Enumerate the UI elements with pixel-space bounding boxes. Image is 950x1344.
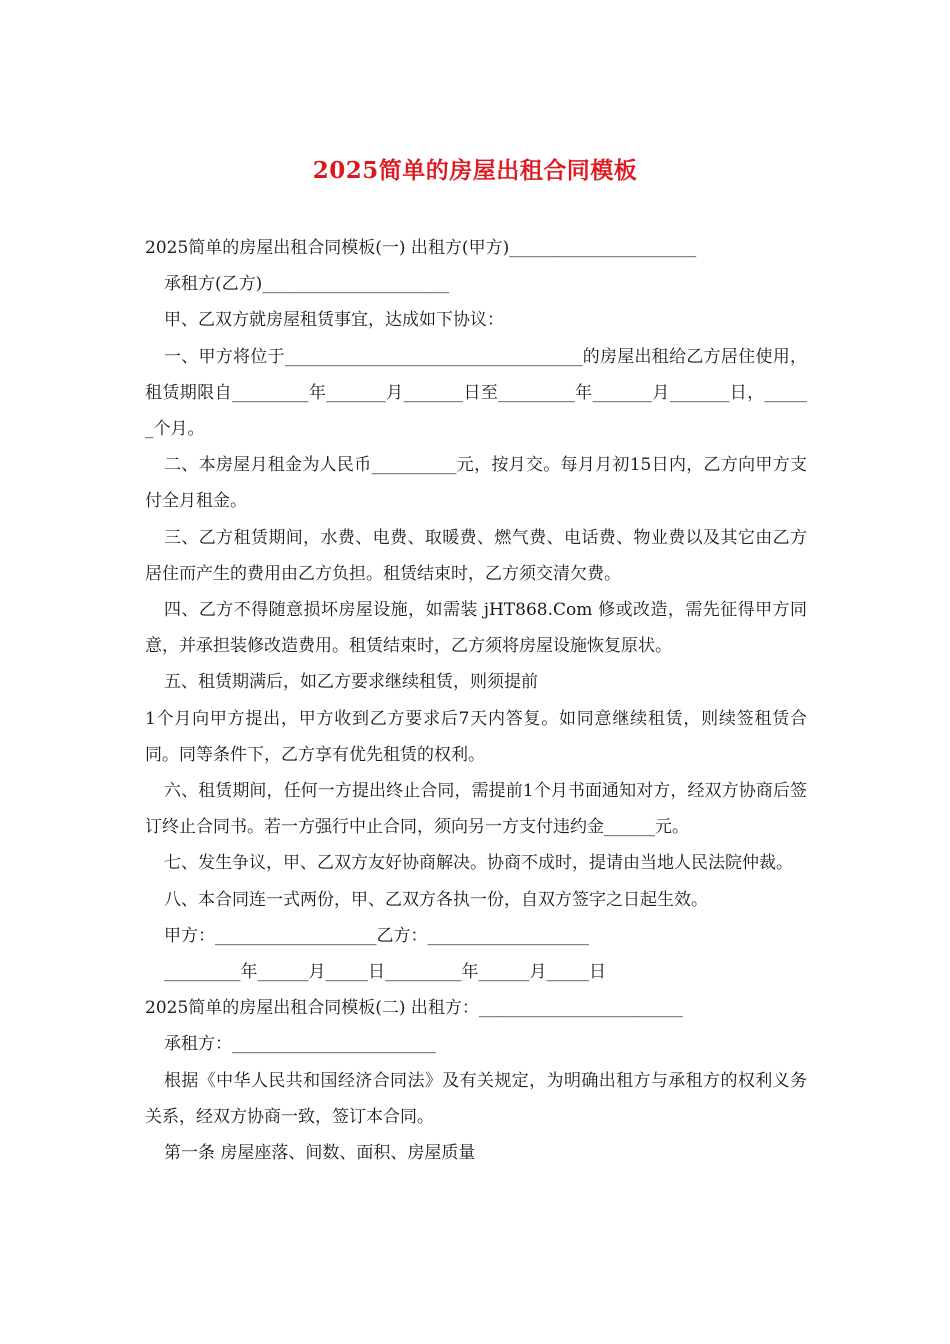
- paragraph: 1个月向甲方提出，甲方收到乙方要求后7天内答复。如同意继续租赁，则续签租赁合同。同等条件下，乙方享有优先租赁的权利。: [145, 708, 807, 765]
- paragraph: 根据《中华人民共和国经济合同法》及有关规定，为明确出租方与承租方的权利义务关系，经双方协商一致，签订本合同。: [145, 1070, 807, 1127]
- paragraph: 第一条 房屋座落、间数、面积、房屋质量: [164, 1143, 476, 1164]
- paragraph: 甲方：___________________乙方：___________________: [164, 925, 589, 946]
- paragraph: 八、本合同连一式两份，甲、乙双方各执一份，自双方签字之日起生效。: [164, 889, 708, 910]
- paragraph: 一、甲方将位于___________________________________的房屋出租给乙方居住使用，租赁期限自_________年_______月_______日至_________年_______月_______日，______个月。: [145, 346, 807, 440]
- paragraph: 七、发生争议，甲、乙双方友好协商解决。协商不成时，提请由当地人民法院仲裁。: [164, 853, 793, 874]
- paragraph: 二、本房屋月租金为人民币__________元，按月交。每月月初15日内，乙方向甲方支付全月租金。: [145, 455, 807, 512]
- paragraph: 甲、乙双方就房屋租赁事宜，达成如下协议：: [164, 310, 504, 331]
- paragraph: 六、租赁期间，任何一方提出终止合同，需提前1个月书面通知对方，经双方协商后签订终止合同书。若一方强行中止合同，须向另一方支付违约金______元。: [145, 781, 807, 838]
- paragraph: 五、租赁期满后，如乙方要求继续租赁，则须提前: [164, 672, 538, 693]
- paragraph: 四、乙方不得随意损坏房屋设施，如需装 jHT868.Com 修或改造，需先征得甲方同意，并承担装修改造费用。租赁结束时，乙方须将房屋设施恢复原状。: [145, 600, 807, 657]
- paragraph: 2025简单的房屋出租合同模板(二) 出租方：________________________: [145, 998, 683, 1019]
- paragraph: 2025简单的房屋出租合同模板(一) 出租方(甲方)______________________: [145, 238, 697, 258]
- document-body: [145, 230, 807, 1171]
- paragraph: 承租方(乙方)______________________: [164, 274, 450, 295]
- document-title: 2025简单的房屋出租合同模板: [312, 157, 638, 184]
- paragraph: 承租方：________________________: [164, 1034, 436, 1055]
- paragraph: 三、乙方租赁期间，水费、电费、取暖费、燃气费、电话费、物业费以及其它由乙方居住而产生的费用由乙方负担。租赁结束时，乙方须交清欠费。: [145, 527, 807, 584]
- paragraph: _________年______月_____日_________年______月_____日: [164, 962, 606, 983]
